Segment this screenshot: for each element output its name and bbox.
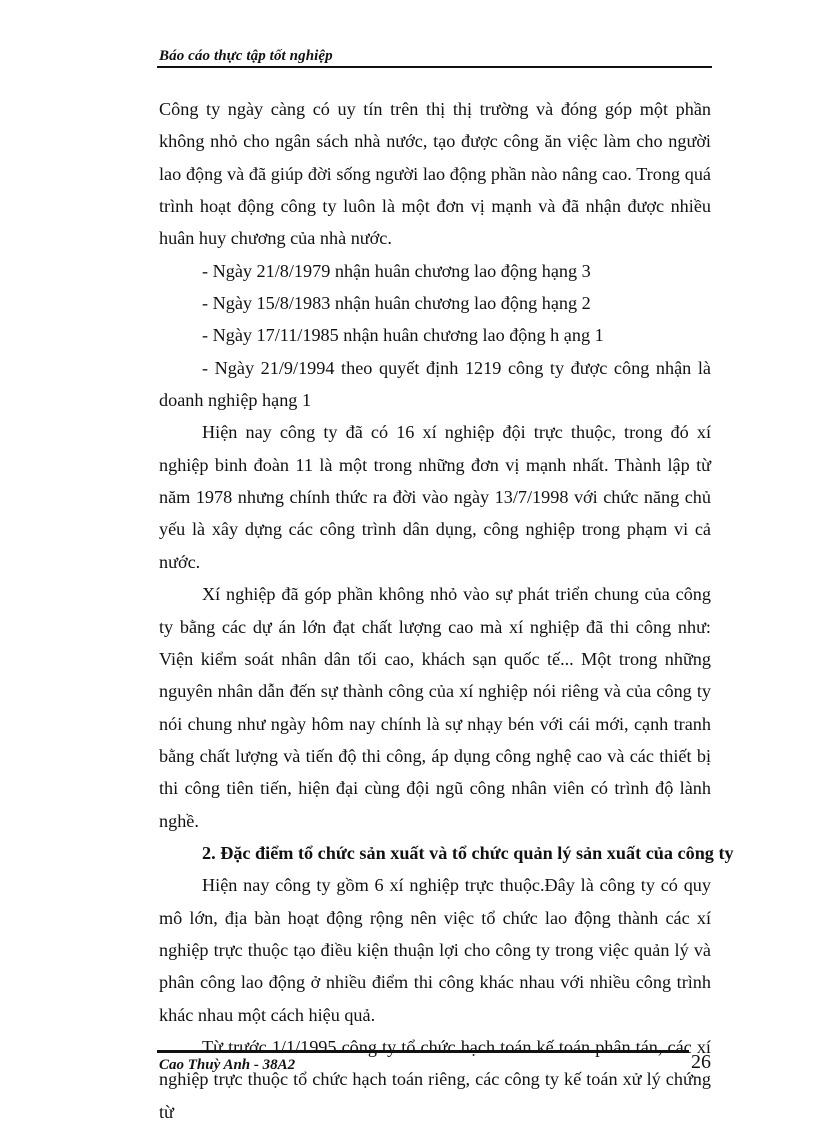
body-paragraph: Hiện nay công ty đã có 16 xí nghiệp đội trực thuộc, trong đó xí nghiệp binh đoàn 11 là một trong những đơn vị mạnh nhất. Thành lập từ năm 1978 nhưng chính thức ra đời vào ngày 13/7/1998 với chức năng chủ yếu là xây dựng các công trình dân dụng, công nghiệp trong phạm vi cả nước. bbox=[159, 422, 711, 572]
page-header bbox=[157, 45, 712, 69]
body-paragraph: Xí nghiệp đã góp phần không nhỏ vào sự phát triển chung của công ty bằng các dự án lớn đạt chất lượng cao mà xí nghiệp đã thi công như: Viện kiểm soát nhân dân tối cao, khách sạn quốc tế... Một trong những nguyên nhân dẫn đến sự thành công của xí nghiệp nói riêng và của công ty nói chung như ngày hôm nay chính là sự nhạy bén với cái mới, cạnh tranh bằng chất lượng và tiến độ thi công, áp dụng công nghệ cao và các thiết bị thi công tiên tiến, hiện đại cùng đội ngũ công nhân viên có trình độ lành nghề. bbox=[159, 584, 711, 831]
page-number: 26 bbox=[691, 1051, 711, 1073]
body-paragraph: Hiện nay công ty gồm 6 xí nghiệp trực thuộc.Đây là công ty có quy mô lớn, địa bàn hoạt động rộng nên việc tổ chức lao động thành các xí nghiệp trực thuộc tạo điều kiện thuận lợi cho công ty trong việc quản lý và phân công lao động ở nhiều điểm thi công khác nhau với nhiều công trình khác nhau một cách hiệu quả. bbox=[159, 875, 711, 1025]
footer-author: Cao Thuỳ Anh - 38A2 bbox=[159, 1057, 296, 1073]
award-list-item: - Ngày 21/9/1994 theo quyết định 1219 công ty được công nhận là doanh nghiệp hạng 1 bbox=[159, 357, 711, 411]
award-list-item: - Ngày 17/11/1985 nhận huân chương lao động h ạng 1 bbox=[202, 325, 604, 346]
body-paragraph: Từ trước 1/1/1995 công ty tổ chức hạch toán kế toán phân tán, các xí nghiệp trực thuộc tổ chức hạch toán riêng, các công ty kế toán xử lý chứng từ bbox=[159, 1036, 711, 1122]
section-heading: 2. Đặc điểm tổ chức sản xuất và tổ chức quản lý sản xuất của công ty bbox=[202, 842, 734, 863]
document-body bbox=[159, 93, 734, 1128]
award-list-item: - Ngày 21/8/1979 nhận huân chương lao động hạng 3 bbox=[202, 260, 591, 281]
body-paragraph: Công ty ngày càng có uy tín trên thị thị trường và đóng góp một phần không nhỏ cho ngân sách nhà nước, tạo được công ăn việc làm cho người lao động và đã giúp đời sống người lao động phần nào nâng cao. Trong quá trình hoạt động công ty luôn là một đơn vị mạnh và đã nhận được nhiều huân huy chương của nhà nước. bbox=[159, 99, 711, 249]
award-list-item: - Ngày 15/8/1983 nhận huân chương lao động hạng 2 bbox=[202, 293, 591, 314]
footer-divider bbox=[157, 1050, 689, 1053]
header-title: Báo cáo thực tập tốt nghiệp bbox=[159, 48, 333, 64]
header-divider bbox=[157, 66, 712, 68]
